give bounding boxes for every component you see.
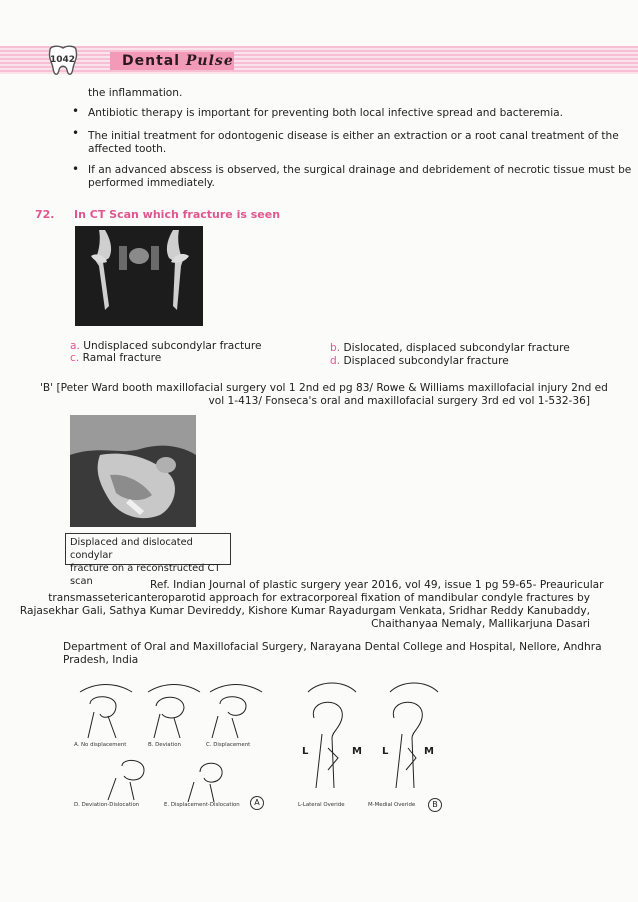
diagram-label: M-Medial Overide bbox=[368, 802, 416, 808]
ct-scan-image bbox=[75, 226, 203, 326]
option-letter: a. bbox=[70, 340, 80, 352]
reference-line: transmassetericanteroparotid approach for extracorporeal fixation of mandibular condyle fractures by bbox=[48, 592, 590, 604]
diagram-label: C. Displacement bbox=[206, 742, 251, 748]
medial-marker: M bbox=[424, 746, 434, 757]
diagram-label: E. Displacement-Dislocation bbox=[164, 802, 240, 808]
option-text: Ramal fracture bbox=[82, 352, 162, 364]
bullet-text: Antibiotic therapy is important for preventing both local infective spread and bacteremia. bbox=[88, 107, 564, 119]
department-line: Department of Oral and Maxillofacial Surgery, Narayana Dental College and Hospital, Nellore, Andhra bbox=[63, 641, 602, 653]
circle-label-a: A bbox=[250, 796, 264, 810]
header-band bbox=[0, 46, 638, 74]
question-text: In CT Scan which fracture is seen bbox=[74, 208, 281, 221]
caption-line: fracture on a reconstructed CT scan bbox=[70, 563, 221, 587]
reconstructed-ct-image bbox=[70, 415, 196, 527]
figure-caption bbox=[65, 533, 231, 587]
bullet-text: The initial treatment for odontogenic disease is either an extraction or a root canal treatment of the bbox=[88, 130, 619, 142]
lateral-marker: L bbox=[302, 746, 309, 757]
reference-line: Chaithanyaa Nemaly, Mallikarjuna Dasari bbox=[371, 618, 590, 630]
bullet-dot: • bbox=[72, 104, 80, 118]
bullet-dot: • bbox=[72, 126, 80, 140]
bullet-text: If an advanced abscess is observed, the surgical drainage and debridement of necrotic tissue must be bbox=[88, 164, 632, 176]
option-letter: b. bbox=[330, 342, 341, 354]
lateral-marker: L bbox=[382, 746, 389, 757]
bullet-dot: • bbox=[72, 162, 80, 176]
fracture-classification-diagram bbox=[60, 678, 620, 828]
option-letter: d. bbox=[330, 355, 341, 367]
circle-label-b: B bbox=[428, 798, 442, 812]
answer-line: 'B' [Peter Ward booth maxillofacial surgery vol 1 2nd ed pg 83/ Rowe & Williams maxillofacial injury 2nd ed bbox=[40, 382, 608, 394]
question-number: 72. bbox=[35, 208, 55, 221]
bullet-text: performed immediately. bbox=[88, 177, 215, 189]
diagram-label: A. No displacement bbox=[74, 742, 127, 748]
header-title bbox=[122, 53, 234, 69]
answer-line: vol 1-413/ Fonseca's oral and maxillofacial surgery 3rd ed vol 1-532-36] bbox=[208, 395, 590, 407]
option-text: Dislocated, displaced subcondylar fracture bbox=[343, 342, 570, 354]
department-line: Pradesh, India bbox=[63, 654, 139, 666]
option-text: Undisplaced subcondylar fracture bbox=[83, 340, 262, 352]
diagram-label: L-Lateral Overide bbox=[298, 802, 345, 808]
option-letter: c. bbox=[70, 352, 80, 364]
option-text: Displaced subcondylar fracture bbox=[343, 355, 509, 367]
reference-line: Ref. Indian Journal of plastic surgery year 2016, vol 49, issue 1 pg 59-65- Preauricular bbox=[150, 579, 604, 591]
caption-line: Displaced and dislocated condylar bbox=[70, 537, 193, 561]
header-title-script: Pulse bbox=[185, 53, 234, 69]
header-title-word: Dental bbox=[122, 53, 181, 69]
medial-marker: M bbox=[352, 746, 362, 757]
reference-line: Rajasekhar Gali, Sathya Kumar Devireddy, Kishore Kumar Rayadurgam Venkata, Sridhar Reddy Kanubaddy, bbox=[19, 605, 590, 617]
diagram-label: D. Deviation-Dislocation bbox=[74, 802, 140, 808]
page-number: 1042 bbox=[50, 55, 76, 65]
diagram-label: B. Deviation bbox=[148, 742, 181, 748]
bullet-text: affected tooth. bbox=[88, 143, 167, 155]
continuation-text: the inflammation. bbox=[88, 87, 183, 99]
